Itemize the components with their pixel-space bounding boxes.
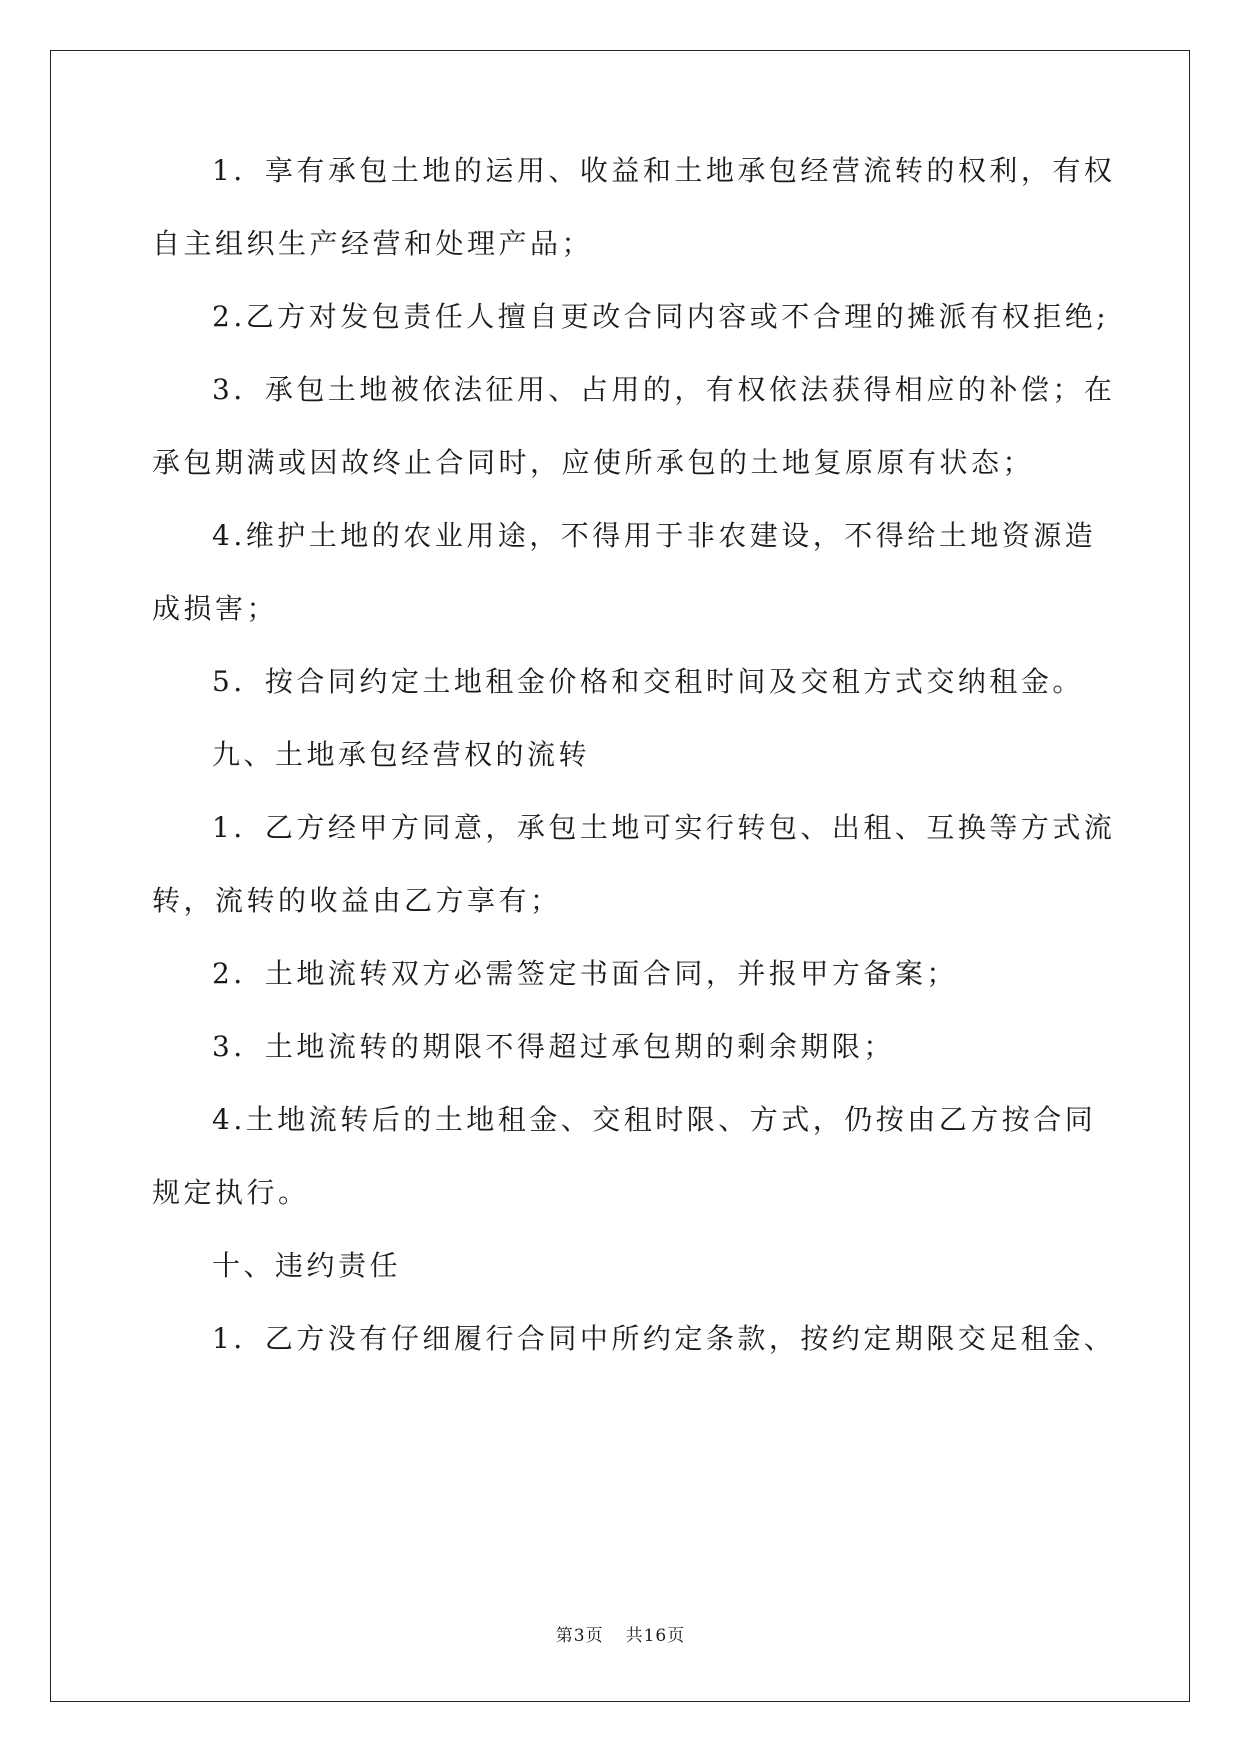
- paragraph-line: 3．承包土地被依法征用、占用的，有权依法获得相应的补偿；在: [212, 373, 1116, 406]
- paragraph-line: 1．乙方没有仔细履行合同中所约定条款，按约定期限交足租金、: [212, 1322, 1116, 1355]
- paragraph-line: 1．享有承包土地的运用、收益和土地承包经营流转的权利，有权: [212, 154, 1116, 187]
- paragraph-line: 4.维护土地的农业用途，不得用于非农建设，不得给土地资源造: [212, 519, 1097, 552]
- paragraph-line: 4.土地流转后的土地租金、交租时限、方式，仍按由乙方按合同: [212, 1103, 1097, 1136]
- paragraph-line: 承包期满或因故终止合同时，应使所承包的土地复原原有状态；: [152, 446, 1035, 479]
- paragraph-line: 规定执行。: [152, 1176, 310, 1209]
- paragraph-line: 5．按合同约定土地租金价格和交租时间及交租方式交纳租金。: [212, 665, 1084, 698]
- page-footer: [0, 1624, 1241, 1648]
- page-total: 共16页: [625, 1626, 686, 1646]
- page-number: 第3页: [555, 1626, 604, 1646]
- paragraph-line: 成损害；: [152, 592, 279, 625]
- section-heading: 十、违约责任: [212, 1249, 402, 1282]
- paragraph-line: 2.乙方对发包责任人擅自更改合同内容或不合理的摊派有权拒绝;: [212, 300, 1110, 333]
- section-heading: 九、土地承包经营权的流转: [212, 738, 591, 771]
- paragraph-line: 2．土地流转双方必需签定书面合同，并报甲方备案；: [212, 957, 958, 990]
- paragraph-line: 转，流转的收益由乙方享有；: [152, 884, 562, 917]
- paragraph-line: 1．乙方经甲方同意，承包土地可实行转包、出租、互换等方式流: [212, 811, 1116, 844]
- paragraph-line: 自主组织生产经营和处理产品；: [152, 227, 594, 260]
- paragraph-line: 3．土地流转的期限不得超过承包期的剩余期限；: [212, 1030, 895, 1063]
